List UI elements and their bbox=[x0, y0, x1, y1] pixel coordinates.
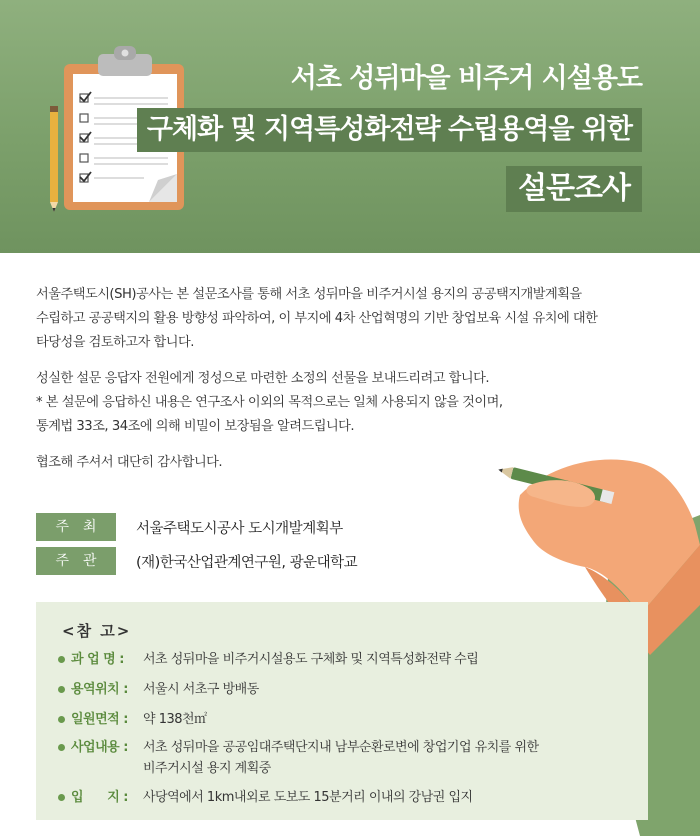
org-manager-row bbox=[36, 547, 357, 575]
org-host-label: 주최 bbox=[36, 513, 116, 541]
intro-p2-line3: 통계법 33조, 34조에 의해 비밀이 보장됨을 알려드립니다. bbox=[36, 419, 355, 434]
reference-item-task bbox=[58, 649, 478, 670]
reference-item-business bbox=[58, 737, 539, 779]
reference-item-location bbox=[58, 679, 259, 700]
reference-value: 약 138천㎡ bbox=[143, 712, 207, 727]
intro-p2-line1: 성실한 설문 응답자 전원에게 정성으로 마련한 소정의 선물을 보내드리려고 합니다. bbox=[36, 371, 490, 386]
reference-key: 일원면적 : bbox=[71, 712, 128, 727]
reference-value: 서울시 서초구 방배동 bbox=[143, 682, 259, 697]
reference-title: <참 고> bbox=[62, 622, 132, 640]
intro-p2-line2: * 본 설문에 응답하신 내용은 연구조사 이외의 목적으로는 일체 사용되지 않을 것이며, bbox=[36, 395, 503, 410]
org-manager-value: (재)한국산업관계연구원, 광운대학교 bbox=[136, 554, 358, 571]
title-line-2: 구체화 및 지역특성화전략 수립용역을 위한 bbox=[137, 108, 642, 152]
org-manager-label: 주관 bbox=[36, 547, 116, 575]
bullet-icon bbox=[58, 794, 65, 801]
bullet-icon bbox=[58, 656, 65, 663]
bullet-icon bbox=[58, 716, 65, 723]
reference-key: 과 업 명 : bbox=[71, 652, 124, 667]
reference-key: 사업내용 : bbox=[71, 740, 128, 755]
bullet-icon bbox=[58, 686, 65, 693]
reference-value: 사당역에서 1km내외로 도보도 15분거리 이내의 강남권 입지 bbox=[143, 790, 473, 805]
org-host-row bbox=[36, 513, 343, 541]
bullet-icon bbox=[58, 744, 65, 751]
title-line-1: 서초 성뒤마을 비주거 시설용도 bbox=[290, 63, 642, 94]
reference-box bbox=[36, 602, 648, 820]
header-banner bbox=[0, 0, 700, 253]
reference-item-site bbox=[58, 787, 473, 808]
intro-p3-line1: 협조해 주셔서 대단히 감사합니다. bbox=[36, 455, 223, 470]
intro-p1-line2: 수립하고 공공택지의 활용 방향성 파악하여, 이 부지에 4차 산업혁명의 기반 창업보육 시설 유치에 대한 bbox=[36, 311, 598, 326]
pencil-icon bbox=[50, 106, 58, 212]
reference-value: 서초 성뒤마을 비주거시설용도 구체화 및 지역특성화전략 수립 bbox=[143, 652, 479, 667]
reference-item-area bbox=[58, 709, 207, 730]
reference-key: 용역위치 : bbox=[71, 682, 128, 697]
reference-value: 서초 성뒤마을 공공임대주택단지내 남부순환로변에 창업기업 유치를 위한 비주거시설 용지 계획중 bbox=[143, 740, 539, 776]
intro-paragraph-1 bbox=[36, 283, 666, 355]
title-line-3: 설문조사 bbox=[506, 166, 642, 212]
reference-key: 입 지 : bbox=[71, 790, 128, 805]
intro-p1-line3: 타당성을 검토하고자 합니다. bbox=[36, 335, 194, 350]
intro-paragraph-2 bbox=[36, 367, 666, 439]
org-host-value: 서울주택도시공사 도시개발계획부 bbox=[136, 520, 343, 537]
intro-p1-line1: 서울주택도시(SH)공사는 본 설문조사를 통해 서초 성뒤마을 비주거시설 용지의 공공택지개발계획을 bbox=[36, 287, 582, 302]
